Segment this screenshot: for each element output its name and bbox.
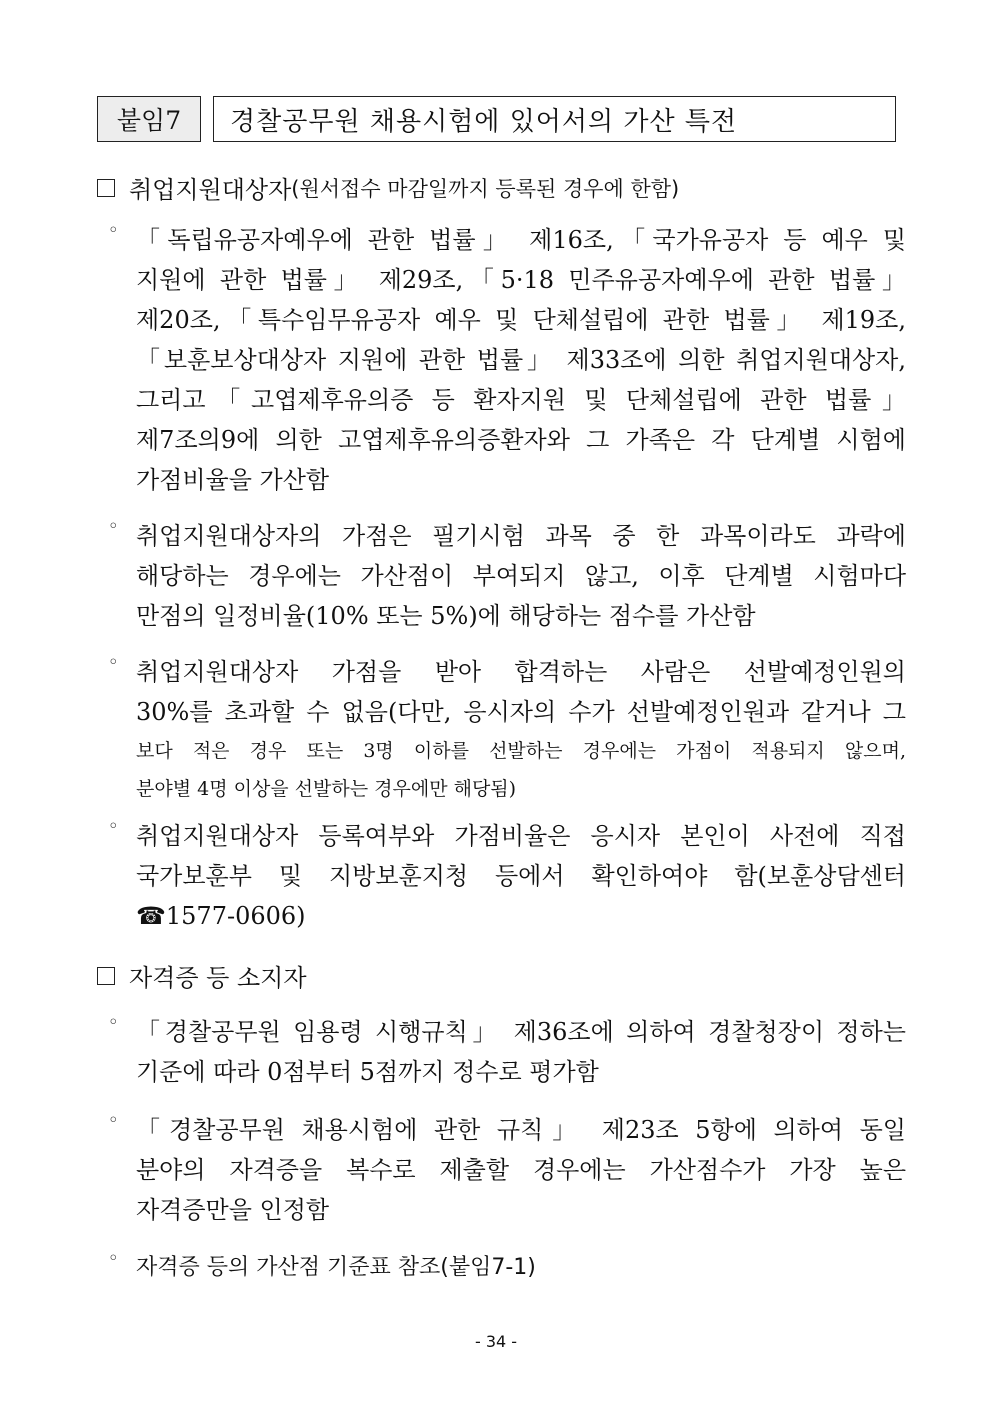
attachment-tag: 붙임7 — [97, 96, 201, 142]
paragraph-line: 그리고「고엽제후유의증 등 환자지원 및 단체설립에 관한 법률」 — [136, 386, 906, 414]
paragraph-line: 만점의 일정비율(10% 또는 5%)에 해당하는 점수를 가산함 — [136, 602, 756, 630]
paragraph-line: 「보훈보상대상자 지원에 관한 법률」 제33조에 의한 취업지원대상자, — [136, 346, 906, 374]
section-heading-employment-support — [97, 170, 679, 205]
paragraph-line: 자격증만을 인정함 — [136, 1196, 330, 1224]
checkbox-square-icon — [97, 179, 115, 197]
paragraph-line: 가점비율을 가산함 — [136, 466, 330, 494]
paragraph-line: ☎1577-0606) — [136, 902, 306, 930]
section-heading-note: (원서접수 마감일까지 등록된 경우에 한함) — [291, 176, 680, 201]
paragraph-line: 취업지원대상자 등록여부와 가점비율은 응시자 본인이 사전에 직접 — [136, 822, 906, 850]
paragraph-line: 기준에 따라 0점부터 5점까지 정수로 평가함 — [136, 1058, 599, 1086]
bullet-icon: ◦ — [108, 1248, 119, 1269]
paragraph-line: 분야별 4명 이상을 선발하는 경우에만 해당됨) — [136, 778, 517, 800]
paragraph-line: 분야의 자격증을 복수로 제출할 경우에는 가산점수가 가장 높은 — [136, 1156, 906, 1184]
paragraph-line: 「경찰공무원 임용령 시행규칙」 제36조에 의하여 경찰청장이 정하는 — [136, 1018, 906, 1046]
paragraph-line: 취업지원대상자 가점을 받아 합격하는 사람은 선발예정인원의 — [136, 658, 906, 686]
paragraph-line: 제7조의9에 의한 고엽제후유의증환자와 그 가족은 각 단계별 시험에 — [136, 426, 906, 454]
bullet-icon: ◦ — [108, 1110, 119, 1131]
paragraph-line: 「독립유공자예우에 관한 법률」 제16조,「국가유공자 등 예우 및 — [136, 226, 906, 254]
section-heading-text: 취업지원대상자 — [129, 176, 292, 204]
checkbox-square-icon — [97, 967, 115, 985]
paragraph-line: 지원에 관한 법률」 제29조,「5·18 민주유공자예우에 관한 법률」 — [136, 266, 906, 294]
bullet-icon: ◦ — [108, 1012, 119, 1033]
bullet-icon: ◦ — [108, 816, 119, 837]
paragraph-line: 「경찰공무원 채용시험에 관한 규칙」 제23조 5항에 의하여 동일 — [136, 1116, 906, 1144]
bullet-icon: ◦ — [108, 516, 119, 537]
paragraph-line: 자격증 등의 가산점 기준표 참조(붙임7-1) — [136, 1255, 536, 1280]
paragraph-line: 국가보훈부 및 지방보훈지청 등에서 확인하여야 함(보훈상담센터 — [136, 862, 906, 890]
paragraph-line: 해당하는 경우에는 가산점이 부여되지 않고, 이후 단계별 시험마다 — [136, 562, 906, 590]
bullet-icon: ◦ — [108, 220, 119, 241]
paragraph-line: 취업지원대상자의 가점은 필기시험 과목 중 한 과목이라도 과락에 — [136, 522, 906, 550]
section-heading-certificate-holders — [97, 958, 307, 993]
page-number: - 34 - — [474, 1332, 518, 1351]
bullet-icon: ◦ — [108, 652, 119, 673]
paragraph-line: 30%를 초과할 수 없음(다만, 응시자의 수가 선발예정인원과 같거나 그 — [136, 698, 906, 726]
section-heading-text: 자격증 등 소지자 — [129, 964, 307, 992]
paragraph-line: 보다 적은 경우 또는 3명 이하를 선발하는 경우에는 가점이 적용되지 않으며, — [136, 740, 906, 762]
page-title: 경찰공무원 채용시험에 있어서의 가산 특전 — [213, 96, 896, 142]
paragraph-line: 제20조,「특수임무유공자 예우 및 단체설립에 관한 법률」 제19조, — [136, 306, 906, 334]
